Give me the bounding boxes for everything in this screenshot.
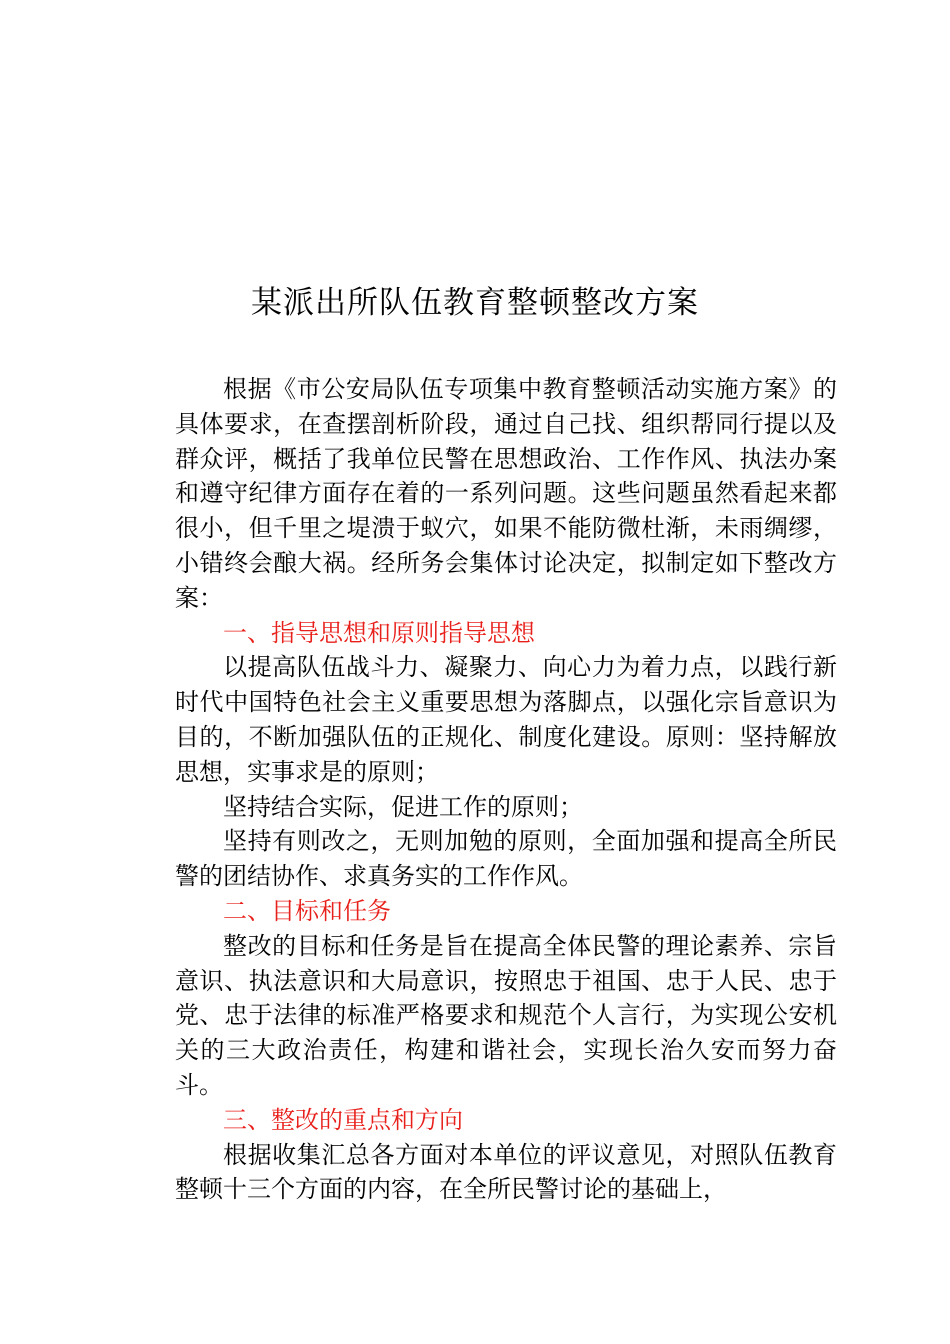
section-heading-focus: 三、整改的重点和方向 (223, 1105, 463, 1134)
paragraph-focus: 根据收集汇总各方面对本单位的评议意见，对照队伍教育整顿十三个方面的内容，在全所民警讨论的基础上， (175, 1140, 837, 1204)
section-heading-goals: 二、目标和任务 (223, 896, 391, 925)
paragraph-goals: 整改的目标和任务是旨在提高全体民警的理论素养、宗旨意识、执法意识和大局意识，按照忠于祖国、忠于人民、忠于党、忠于法律的标准严格要求和规范个人言行，为实现公安机关的三大政治责任，构建和谐社会，实现长治久安而努力奋斗。 (175, 931, 837, 1099)
document-title: 某派出所队伍教育整顿整改方案 (251, 285, 699, 321)
paragraph-principle-practice: 坚持结合实际，促进工作的原则； (223, 792, 583, 821)
document-body (175, 372, 837, 1207)
paragraph-principle-correction: 坚持有则改之，无则加勉的原则，全面加强和提高全所民警的团结协作、求真务实的工作作风。 (175, 827, 837, 891)
paragraph-guiding-principles: 以提高队伍战斗力、凝聚力、向心力为着力点，以践行新时代中国特色社会主义重要思想为落脚点，以强化宗旨意识为目的，不断加强队伍的正规化、制度化建设。原则：坚持解放思想，实事求是的原则； (175, 653, 837, 786)
section-heading-guiding-principles: 一、指导思想和原则指导思想 (223, 618, 535, 647)
intro-paragraph: 根据《市公安局队伍专项集中教育整顿活动实施方案》的具体要求，在查摆剖析阶段，通过自己找、组织帮同行提以及群众评，概括了我单位民警在思想政治、工作作风、执法办案和遵守纪律方面存在着的一系列问题。这些问题虽然看起来都很小，但千里之堤溃于蚁穴，如果不能防微杜渐，未雨绸缪，小错终会酿大祸。经所务会集体讨论决定，拟制定如下整改方案： (175, 375, 837, 612)
